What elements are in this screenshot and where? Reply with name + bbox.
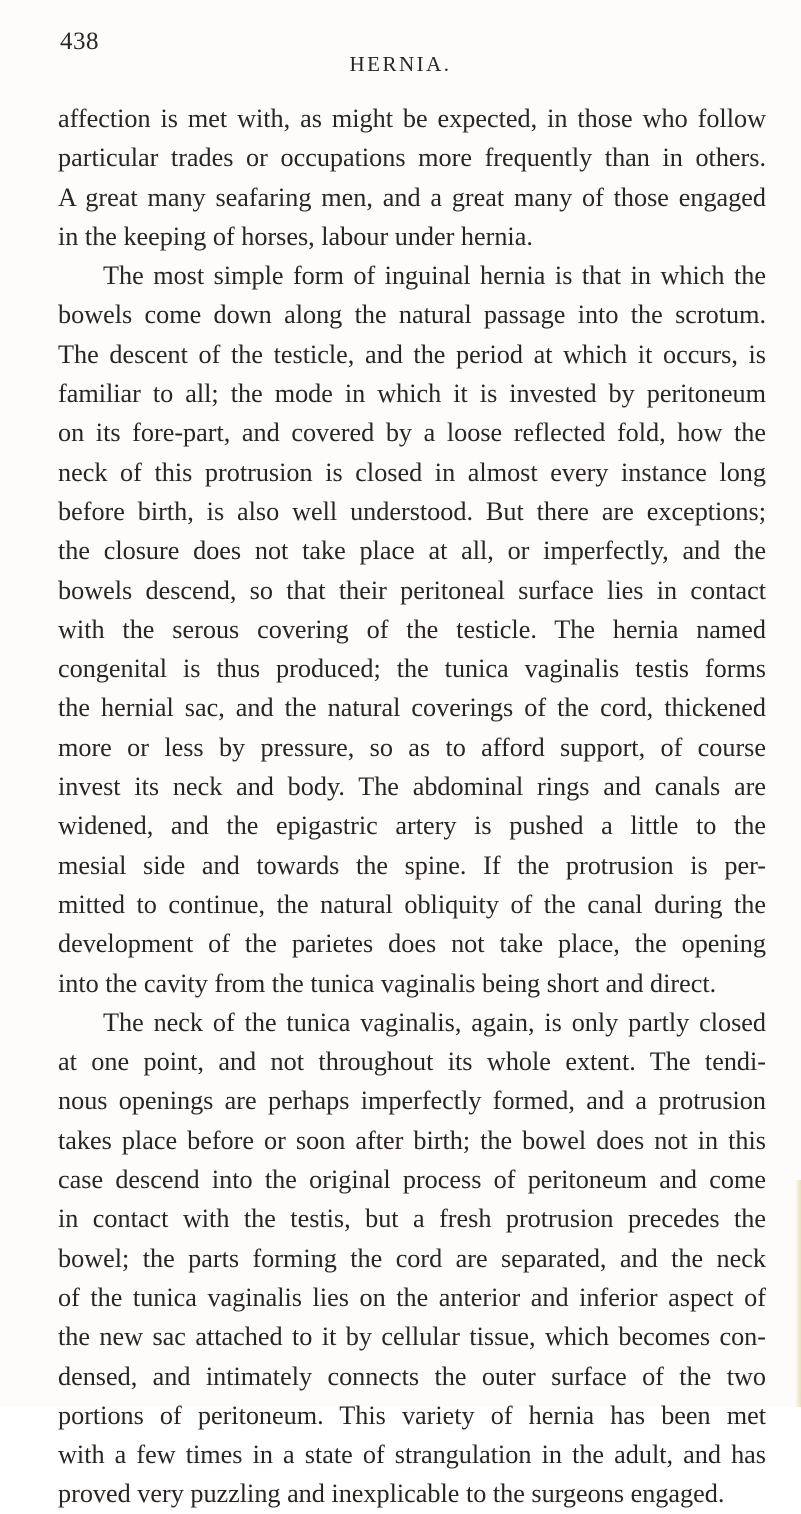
text-line: with a few times in a state of strangulation in the adult, and has: [58, 1440, 766, 1470]
text-line: case descend into the original process of peritoneum and come: [58, 1165, 766, 1195]
text-line: bowel; the parts forming the cord are separated, and the neck: [58, 1243, 766, 1273]
text-line: invest its neck and body. The abdominal rings and canals are: [58, 772, 766, 802]
text-line: in contact with the testis, but a fresh protrusion precedes the: [58, 1204, 766, 1234]
text-line: of the tunica vaginalis lies on the anterior and inferior aspect of: [58, 1282, 766, 1312]
text-line: neck of this protrusion is closed in almost every instance long: [58, 457, 766, 487]
text-line: on its fore-part, and covered by a loose reflected fold, how the: [58, 418, 766, 448]
text-line: development of the parietes does not take place, the opening: [58, 929, 766, 959]
text-line: more or less by pressure, so as to afford support, of course: [58, 732, 766, 762]
page-edge-shading: [795, 1180, 801, 1407]
text-line: the hernial sac, and the natural coverings of the cord, thickened: [58, 693, 766, 723]
text-line: into the cavity from the tunica vaginalis being short and direct.: [58, 968, 717, 998]
text-line: at one point, and not throughout its whole extent. The tendi-: [58, 1047, 766, 1077]
text-line: before birth, is also well understood. But there are exceptions;: [58, 496, 766, 526]
text-line: widened, and the epigastric artery is pushed a little to the: [58, 811, 766, 841]
text-line: with the serous covering of the testicle. The hernia named: [58, 614, 766, 644]
text-line: portions of peritoneum. This variety of hernia has been met: [58, 1400, 766, 1430]
text-line: A great many seafaring men, and a great many of those engaged: [58, 182, 766, 212]
text-line: densed, and intimately connects the outer surface of the two: [58, 1361, 766, 1391]
page-number: 438: [60, 28, 99, 55]
text-line: congenital is thus produced; the tunica vaginalis testis forms: [58, 654, 766, 684]
text-line: nous openings are perhaps imperfectly formed, and a protrusion: [58, 1086, 766, 1116]
text-line: The most simple form of inguinal hernia is that in which the: [103, 261, 766, 291]
text-line: The neck of the tunica vaginalis, again, is only partly closed: [103, 1007, 766, 1037]
text-line: proved very puzzling and inexplicable to the surgeons engaged.: [58, 1479, 725, 1509]
text-line: particular trades or occupations more frequently than in others.: [58, 143, 766, 173]
body-text: [58, 99, 766, 1514]
text-line: The descent of the testicle, and the period at which it occurs, is: [58, 339, 766, 369]
text-line: mesial side and towards the spine. If the protrusion is per-: [58, 850, 766, 880]
text-line: the new sac attached to it by cellular tissue, which becomes con-: [58, 1322, 766, 1352]
text-line: mitted to continue, the natural obliquity of the canal during the: [58, 889, 766, 919]
text-line: familiar to all; the mode in which it is invested by peritoneum: [58, 379, 766, 409]
text-line: affection is met with, as might be expected, in those who follow: [58, 104, 766, 133]
text-line: the closure does not take place at all, or imperfectly, and the: [58, 536, 766, 566]
running-head: HERNIA.: [349, 52, 452, 76]
text-line: bowels descend, so that their peritoneal surface lies in contact: [58, 575, 766, 605]
text-line: bowels come down along the natural passage into the scrotum.: [58, 300, 766, 330]
text-line: in the keeping of horses, labour under hernia.: [58, 221, 533, 251]
text-line: takes place before or soon after birth; the bowel does not in this: [58, 1125, 766, 1155]
